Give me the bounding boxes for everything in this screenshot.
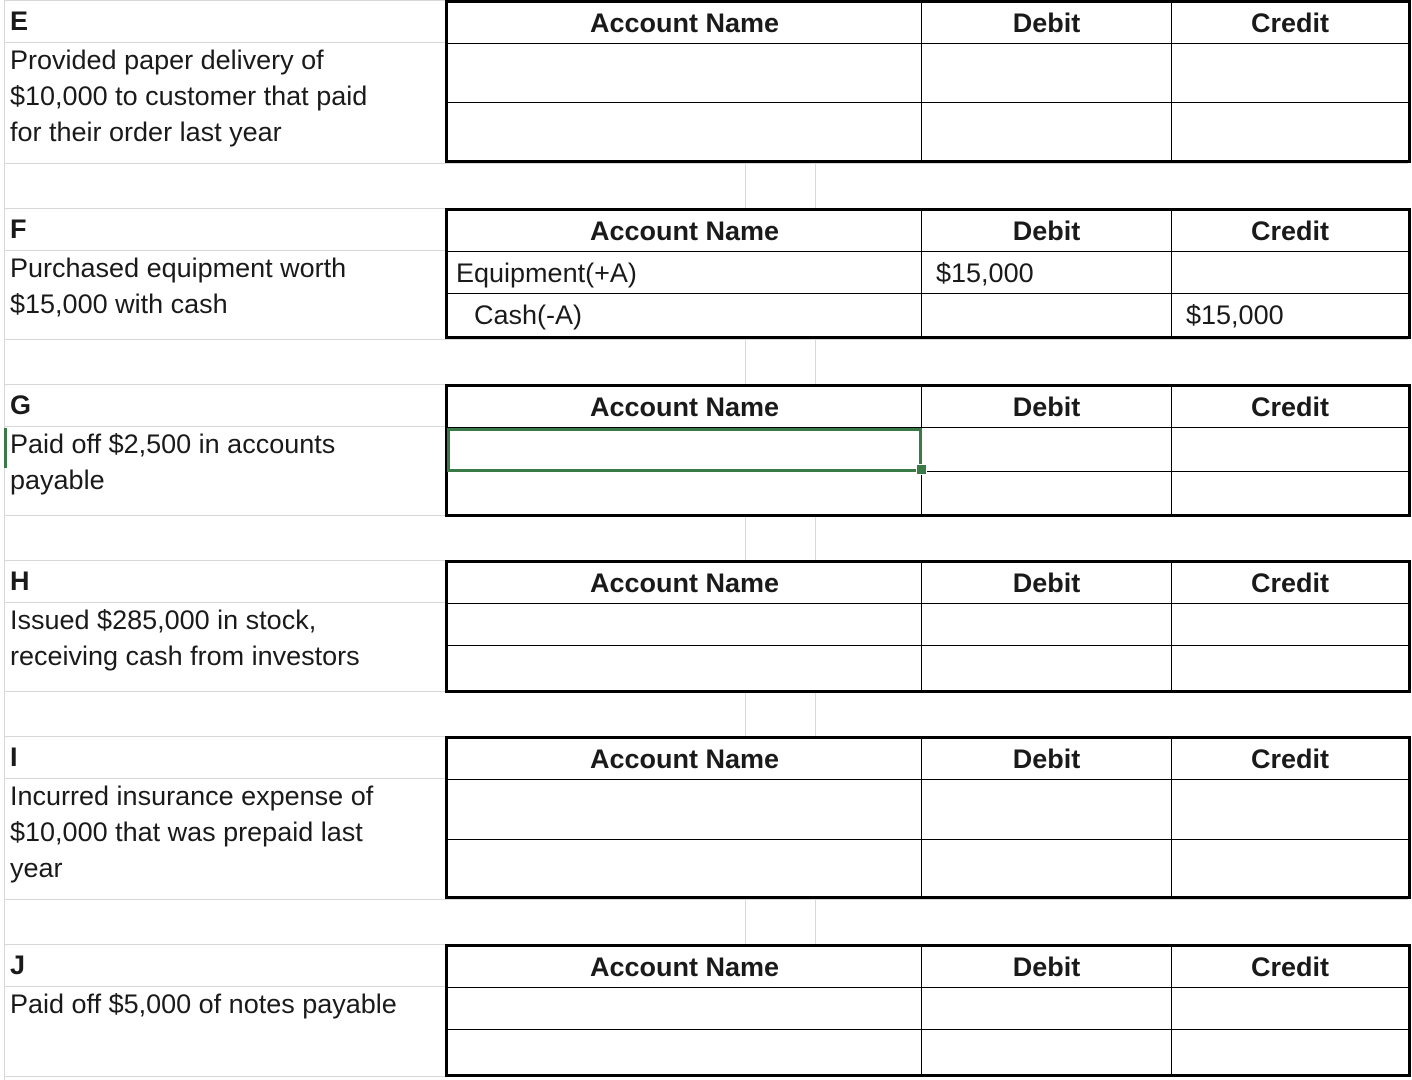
account-cell[interactable] xyxy=(447,472,922,516)
journal-entry-h xyxy=(445,560,1411,693)
account-cell[interactable] xyxy=(447,840,922,898)
header-debit[interactable]: Debit xyxy=(922,562,1172,604)
journal-entry-e xyxy=(445,0,1411,163)
account-cell[interactable] xyxy=(447,103,922,162)
header-account-name[interactable]: Account Name xyxy=(447,562,922,604)
transaction-text[interactable]: Paid off $2,500 in accounts payable xyxy=(10,429,336,495)
transaction-j-description xyxy=(10,944,442,1022)
credit-cell[interactable] xyxy=(1172,428,1410,472)
debit-cell[interactable]: $15,000 xyxy=(922,252,1172,294)
header-credit[interactable]: Credit xyxy=(1172,210,1410,252)
transaction-g-description xyxy=(10,384,442,498)
account-cell[interactable] xyxy=(447,988,922,1030)
transaction-letter[interactable]: J xyxy=(10,950,26,980)
header-debit[interactable]: Debit xyxy=(922,210,1172,252)
debit-cell[interactable] xyxy=(922,44,1172,103)
header-debit[interactable]: Debit xyxy=(922,2,1172,44)
transaction-text[interactable]: Issued $285,000 in stock, receiving cash from investors xyxy=(10,605,360,671)
header-credit[interactable]: Credit xyxy=(1172,562,1410,604)
header-account-name[interactable]: Account Name xyxy=(447,210,922,252)
header-account-name[interactable]: Account Name xyxy=(447,2,922,44)
transaction-letter[interactable]: G xyxy=(10,390,32,420)
debit-cell[interactable] xyxy=(922,646,1172,692)
fill-handle[interactable] xyxy=(916,464,927,475)
credit-cell[interactable] xyxy=(1172,780,1410,840)
row-selection-indicator xyxy=(4,428,7,468)
debit-cell[interactable] xyxy=(922,780,1172,840)
credit-cell[interactable] xyxy=(1172,646,1410,692)
transaction-text[interactable]: Provided paper delivery of $10,000 to customer that paid for their order last year xyxy=(10,45,368,147)
debit-cell[interactable] xyxy=(922,840,1172,898)
credit-cell[interactable] xyxy=(1172,840,1410,898)
credit-cell[interactable] xyxy=(1172,988,1410,1030)
transaction-text[interactable]: Purchased equipment worth $15,000 with cash xyxy=(10,253,347,319)
transaction-text[interactable]: Incurred insurance expense of $10,000 that was prepaid last year xyxy=(10,781,374,883)
transaction-letter[interactable]: I xyxy=(10,742,18,772)
header-account-name[interactable]: Account Name xyxy=(447,738,922,780)
header-account-name[interactable]: Account Name xyxy=(447,386,922,428)
debit-cell[interactable] xyxy=(922,428,1172,472)
debit-cell[interactable] xyxy=(922,103,1172,162)
credit-cell[interactable] xyxy=(1172,604,1410,646)
transaction-f-description xyxy=(10,208,442,322)
transaction-text[interactable]: Paid off $5,000 of notes payable xyxy=(10,989,397,1019)
account-cell[interactable] xyxy=(447,44,922,103)
credit-cell[interactable] xyxy=(1172,44,1410,103)
transaction-e-description xyxy=(10,0,442,150)
credit-cell[interactable] xyxy=(1172,103,1410,162)
header-credit[interactable]: Credit xyxy=(1172,738,1410,780)
debit-cell[interactable] xyxy=(922,472,1172,516)
credit-cell[interactable]: $15,000 xyxy=(1172,294,1410,338)
credit-cell[interactable] xyxy=(1172,1030,1410,1076)
transaction-letter[interactable]: F xyxy=(10,214,27,244)
transaction-letter[interactable]: H xyxy=(10,566,30,596)
header-credit[interactable]: Credit xyxy=(1172,946,1410,988)
debit-cell[interactable] xyxy=(922,294,1172,338)
transaction-h-description xyxy=(10,560,442,674)
transaction-letter[interactable]: E xyxy=(10,6,29,36)
header-credit[interactable]: Credit xyxy=(1172,386,1410,428)
journal-entry-i xyxy=(445,736,1411,899)
credit-cell[interactable] xyxy=(1172,472,1410,516)
credit-cell[interactable] xyxy=(1172,252,1410,294)
debit-cell[interactable] xyxy=(922,988,1172,1030)
header-credit[interactable]: Credit xyxy=(1172,2,1410,44)
account-cell[interactable] xyxy=(447,646,922,692)
header-account-name[interactable]: Account Name xyxy=(447,946,922,988)
selected-account-cell[interactable] xyxy=(447,428,922,472)
journal-entry-j xyxy=(445,944,1411,1077)
header-debit[interactable]: Debit xyxy=(922,386,1172,428)
account-cell[interactable] xyxy=(447,1030,922,1076)
account-cell[interactable] xyxy=(447,780,922,840)
transaction-i-description xyxy=(10,736,442,886)
account-cell[interactable]: Equipment(+A) xyxy=(447,252,922,294)
debit-cell[interactable] xyxy=(922,604,1172,646)
debit-cell[interactable] xyxy=(922,1030,1172,1076)
journal-entry-f xyxy=(445,208,1411,339)
header-debit[interactable]: Debit xyxy=(922,738,1172,780)
header-debit[interactable]: Debit xyxy=(922,946,1172,988)
account-cell[interactable] xyxy=(447,604,922,646)
account-cell[interactable]: Cash(-A) xyxy=(447,294,922,338)
journal-entry-g xyxy=(445,384,1411,517)
